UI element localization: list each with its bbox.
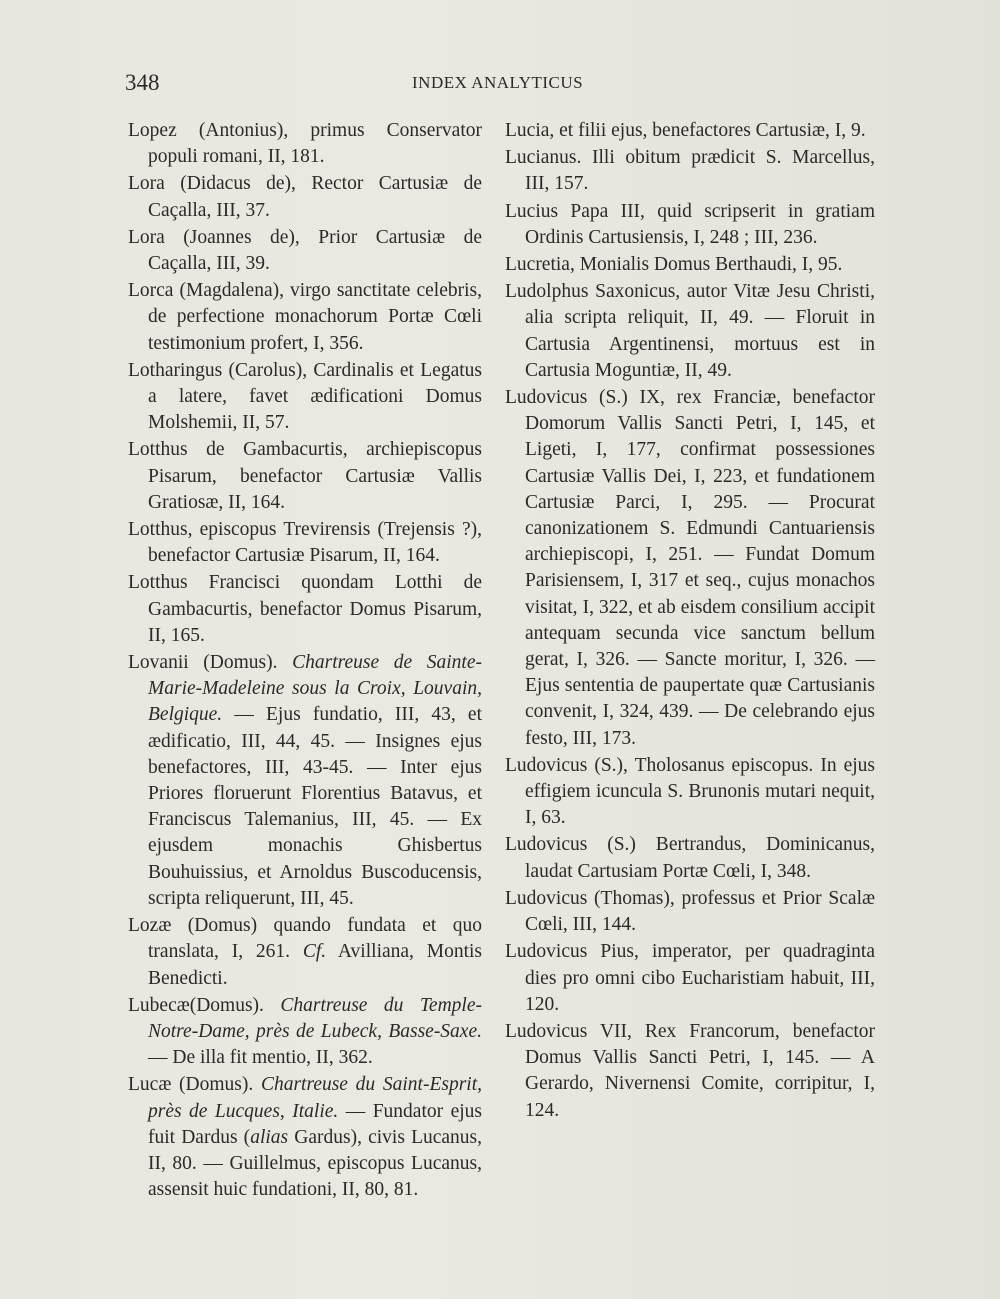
index-entry: Lucianus. Illi obitum prædicit S. Marcellus, III, 157.: [505, 147, 875, 195]
page-header: [0, 70, 1000, 100]
index-entry: Ludovicus VII, Rex Francorum, benefactor Domus Vallis Sancti Petri, I, 145. — A Gerardo, Nivernensi Comite, corripitur, I, 124.: [505, 1020, 875, 1121]
index-entry: Lovanii (Domus). Chartreuse de Sainte-Marie-Madeleine sous la Croix, Louvain, Belgique. — Ejus fundatio, III, 43, et ædificatio, III, 44, 45. — Insignes ejus benefactores, III, 43-45. — Inter ejus Priores floruerunt Florentius Batavus, et Franciscus Talemanius, III, 45. — Ex ejusdem monachis Ghisbertus Bouhuissius, et Arnoldus Buscoducensis, scripta reliquerunt, III, 45.: [128, 652, 482, 909]
index-entry: Lubecæ(Domus). Chartreuse du Temple-Notre-Dame, près de Lubeck, Basse-Saxe. — De illa fit mentio, II, 362.: [128, 994, 482, 1069]
index-entry: Ludolphus Saxonicus, autor Vitæ Jesu Christi, alia scripta reliquit, II, 49. — Floruit in Cartusia Argentinensi, mortuus est in Cartusia Moguntiæ, II, 49.: [505, 281, 875, 381]
index-entry: Lucæ (Domus). Chartreuse du Saint-Esprit, près de Lucques, Italie. — Fundator ejus fuit Dardus (alias Gardus), civis Lucanus, II, 80. — Guillelmus, episcopus Lucanus, assensit huic fundationi, II, 80, 81.: [128, 1074, 482, 1201]
index-entry: Lotharingus (Carolus), Cardinalis et Legatus a latere, favet ædificationi Domus Molshemii, II, 57.: [128, 359, 482, 434]
running-head: INDEX ANALYTICUS: [412, 73, 584, 92]
index-entry: Lotthus, episcopus Trevirensis (Trejensis ?), benefactor Cartusiæ Pisarum, II, 164.: [128, 519, 482, 567]
index-entry: Lozæ (Domus) quando fundata et quo translata, I, 261. Cf. Avilliana, Montis Benedicti.: [128, 915, 482, 989]
index-entry: Lorca (Magdalena), virgo sanctitate celebris, de perfectione monachorum Portæ Cœli testimonium profert, I, 356.: [128, 280, 482, 354]
left-column: [128, 118, 482, 1204]
index-entry: Lucretia, Monialis Domus Berthaudi, I, 95.: [505, 254, 843, 276]
index-entry: Lucia, et filii ejus, benefactores Cartusiæ, I, 9.: [505, 120, 866, 141]
right-column: [505, 118, 875, 1125]
index-entry: Ludovicus (S.) Bertrandus, Dominicanus, laudat Cartusiam Portæ Cœli, I, 348.: [505, 834, 875, 882]
index-entry: Lora (Joannes de), Prior Cartusiæ de Caçalla, III, 39.: [128, 226, 482, 275]
index-entry: Ludovicus (Thomas), professus et Prior Scalæ Cœli, III, 144.: [505, 887, 875, 936]
index-entry: Ludovicus (S.) IX, rex Franciæ, benefactor Domorum Vallis Sancti Petri, I, 145, et Ligeti, I, 177, confirmat possessiones Cartusiæ Vallis Dei, I, 223, et fundationem Cartusiæ Parci, I, 295. — Procurat canonizationem S. Edmundi Cantuariensis archiepiscopi, I, 251. — Fundat Domum Parisiensem, I, 317 et seq., cujus monachos visitat, I, 322, et ab eisdem consilium accipit antequam secunda vice sanctum bellum gerat, I, 326. — Sancte moritur, I, 326. — Ejus sententia de paupertate quæ Cartusianis convenit, I, 324, 439. — De celebrando ejus festo, III, 173.: [505, 387, 875, 749]
index-entry: Ludovicus Pius, imperator, per quadraginta dies pro omni cibo Eucharistiam habuit, III, 120.: [505, 941, 875, 1015]
index-entry: Ludovicus (S.), Tholosanus episcopus. In ejus effigiem icuncula S. Brunonis mutari nequit, I, 63.: [505, 754, 875, 829]
index-entry: Lotthus Francisci quondam Lotthi de Gambacurtis, benefactor Domus Pisarum, II, 165.: [128, 572, 482, 646]
index-entry: Lora (Didacus de), Rector Cartusiæ de Caçalla, III, 37.: [128, 173, 482, 221]
index-entry: Lotthus de Gambacurtis, archiepiscopus Pisarum, benefactor Cartusiæ Vallis Gratiosæ, II, 164.: [128, 439, 482, 513]
index-entry: Lucius Papa III, quid scripserit in gratiam Ordinis Cartusiensis, I, 248 ; III, 236.: [505, 200, 875, 248]
index-entry: Lopez (Antonius), primus Conservator populi romani, II, 181.: [128, 120, 482, 168]
page-number: 348: [125, 70, 160, 95]
